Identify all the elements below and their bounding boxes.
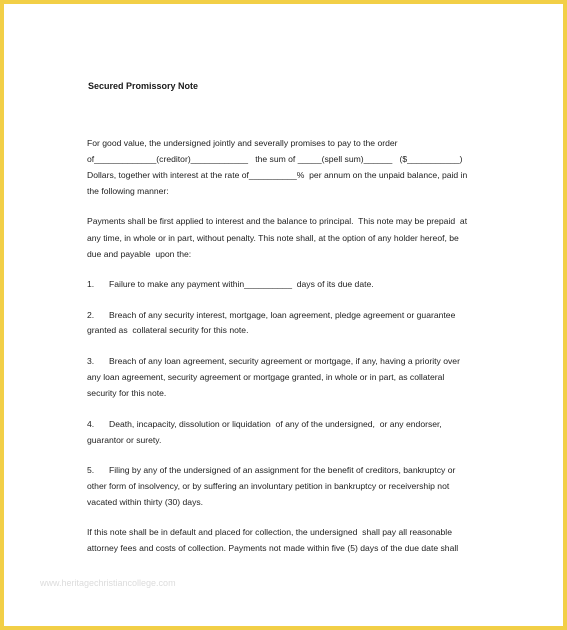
- list-item-2-line-1: Breach of any security interest, mortgage, loan agreement, pledge agreement or guarantee: [109, 310, 456, 320]
- list-item-3-line-2: any loan agreement, security agreement or mortgage granted, in whole or in part, as collateral: [87, 372, 445, 382]
- list-item-3-line-1: Breach of any loan agreement, security agreement or mortgage, if any, having a priority over: [109, 356, 460, 366]
- list-item-5-line-3: vacated within thirty (30) days.: [87, 497, 204, 507]
- list-item-3-number: 3.: [87, 356, 95, 366]
- paragraph-1-line-3: Dollars, together with interest at the rate of__________% per annum on the unpaid balance, paid in: [87, 170, 468, 180]
- document-title: Secured Promissory Note: [88, 81, 199, 91]
- list-item-1-number: 1.: [87, 279, 95, 289]
- list-item-4-line-1: Death, incapacity, dissolution or liquidation of any of the undersigned, or any endorser,: [109, 419, 442, 429]
- list-item-2-number: 2.: [87, 310, 95, 320]
- paragraph-2-line-3: due and payable upon the:: [87, 249, 192, 259]
- list-item-4-number: 4.: [87, 419, 95, 429]
- list-item-1-line-1: Failure to make any payment within__________ days of its due date.: [109, 279, 374, 289]
- paragraph-3-line-2: attorney fees and costs of collection. Payments not made within five (5) days of the due date shall: [87, 543, 459, 553]
- list-item-4-line-2: guarantor or surety.: [87, 435, 162, 445]
- paragraph-3-line-1: If this note shall be in default and placed for collection, the undersigned shall pay all reasonable: [87, 527, 452, 537]
- list-item-5-line-2: other form of insolvency, or by suffering an involuntary petition in bankruptcy or receivership not: [87, 481, 450, 491]
- list-item-3-line-3: security for this note.: [87, 388, 167, 398]
- paragraph-2-line-1: Payments shall be first applied to interest and the balance to principal. This note may be prepaid at: [87, 216, 468, 226]
- paragraph-2-line-2: any time, in whole or in part, without penalty. This note shall, at the option of any holder hereof, be: [87, 233, 459, 243]
- paragraph-1-line-4: the following manner:: [87, 186, 169, 196]
- paragraph-1-line-1: For good value, the undersigned jointly and severally promises to pay to the order: [87, 138, 398, 148]
- watermark-text: www.heritagechristiancollege.com: [40, 578, 176, 588]
- list-item-5-line-1: Filing by any of the undersigned of an assignment for the benefit of creditors, bankruptcy or: [109, 465, 456, 475]
- paragraph-1-line-2: of_____________(creditor)____________ the sum of _____(spell sum)______ ($___________): [87, 154, 463, 164]
- list-item-2-line-2: granted as collateral security for this note.: [87, 325, 249, 335]
- list-item-5-number: 5.: [87, 465, 95, 475]
